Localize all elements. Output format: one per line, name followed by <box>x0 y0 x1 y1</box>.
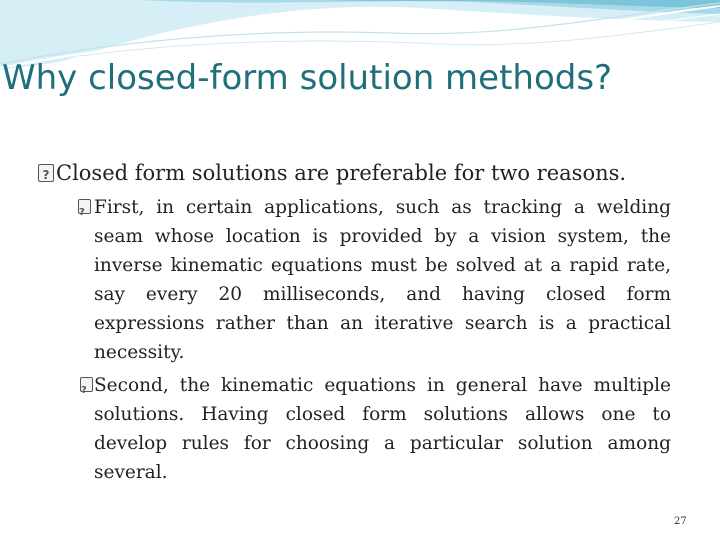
sub-bullet-marker <box>78 193 93 222</box>
page-number: 27 <box>674 516 687 527</box>
main-bullet <box>38 160 678 186</box>
slide-title: Why closed-form solution methods? <box>2 58 613 98</box>
bullet-icon <box>38 164 54 182</box>
bullet-icon <box>78 199 91 214</box>
sub-bullet-first-text: First, in certain applications, such as tracking a welding seam whose location is provided by a vision system, the inverse kinematic equations must be solved at a rapid rate, say every 20 milliseconds, and having closed form expressions rather than an iterative search is a practical necessity. <box>94 197 671 363</box>
sub-bullet-second <box>94 371 671 487</box>
sub-bullet-marker <box>80 371 95 400</box>
main-bullet-text: Closed form solutions are preferable for two reasons. <box>56 161 627 185</box>
bullet-icon <box>80 377 93 392</box>
sub-bullet-second-text: Second, the kinematic equations in general have multiple solutions. Having closed form solutions allows one to develop rules for choosing a particular solution among several. <box>94 375 671 483</box>
sub-bullet-first <box>94 193 671 367</box>
